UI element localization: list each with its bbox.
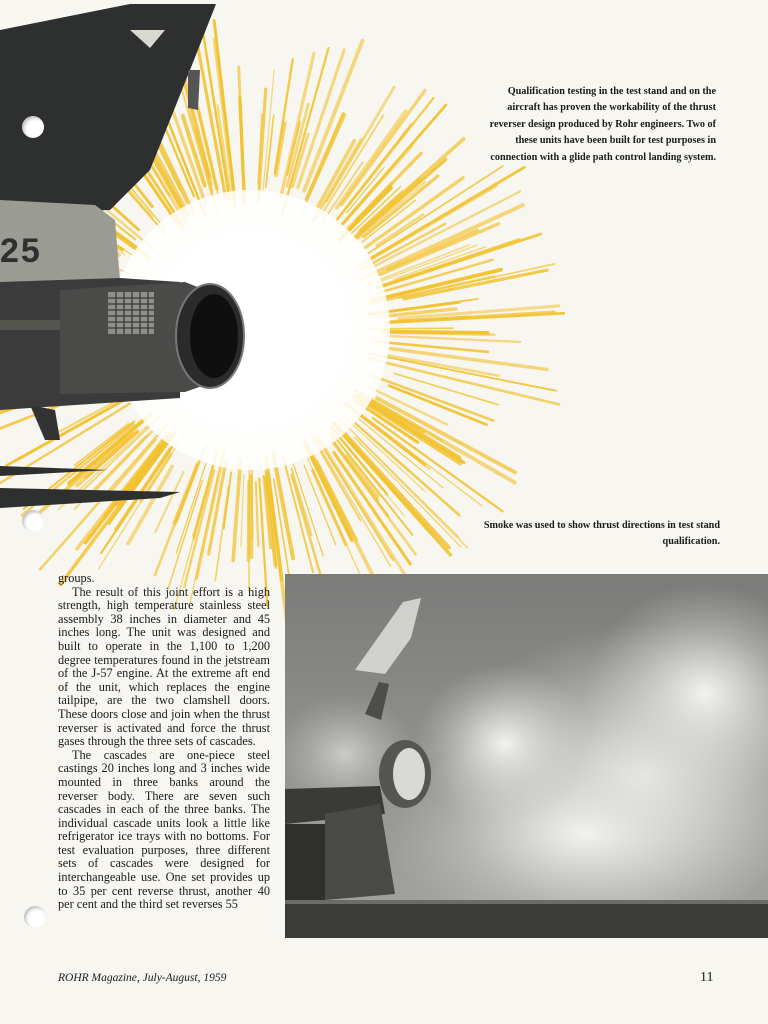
punch-hole-middle	[22, 510, 44, 532]
punch-hole-bottom	[24, 906, 46, 928]
smoke-test-photo	[285, 574, 768, 938]
paragraph-3: The cascades are one-piece steel castings 20 inches long and 3 inches wide mounted in three banks around the reverser body. There are seven such cascades in each of the three banks. The individual cascade units look a little like refrigerator ice trays with no bottoms. For test evaluation purposes, three different sets of cascades were designed for interchangeable use. One set provides up to 35 per cent reverse thrust, another 40 per cent and the third set reverses 55	[58, 747, 270, 912]
caption-smoke-test: Smoke was used to show thrust directions in test stand qualification.	[483, 520, 720, 548]
page-number: 11	[700, 970, 714, 985]
paragraph-2: The result of this joint effort is a high strength, high temperature stainless steel assembly 38 inches in diameter and 45 inches long. The unit was designed and built to operate in the 1,100 to 1,200 degree temperatures found in the jetstream of the J-57 engine. At the extreme aft end of the unit, which replaces the engine tailpipe, are the two clamshell doors. These doors close and join when the thrust reverser is activated and force the thrust gases through the three sets of cascades.	[58, 584, 270, 749]
caption-qualification-testing: Qualification testing in the test stand and on the aircraft has proven the workability of the thrust reverser design produced by Rohr engineers. Two of these units have been built for test purposes in connection with a glide path control landing system.	[489, 86, 716, 163]
article-body	[58, 572, 270, 912]
footer-magazine-title: ROHR Magazine, July-August, 1959	[58, 972, 227, 984]
punch-hole-top	[22, 116, 44, 138]
paragraph-1: groups.	[58, 571, 95, 585]
aircraft-marking: 25	[0, 232, 42, 270]
